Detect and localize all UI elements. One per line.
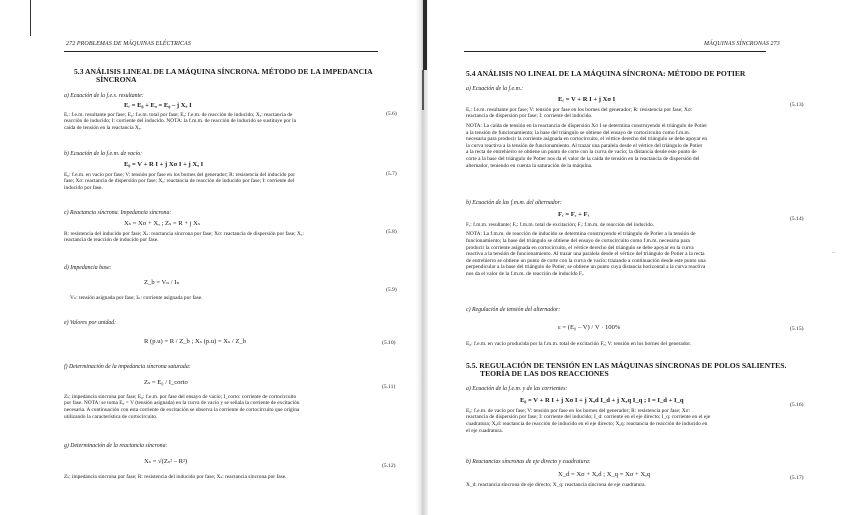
left-header-rule	[64, 51, 378, 52]
left-item-c: c) Reactancia síncrona. Impedancia síncrona: Xₛ = Xσ + Xₐ ; Zₛ = R + j Xₛ R: resistencia del inducido por fase; Xₛ: reactancia síncrona por fase; Xσ: reactancia de dispersión por fase; Xₐ: reactancia de reacción de inducido por fase.	[64, 210, 304, 244]
equation-5-12: Xₛ = √(Zₛ² – R²)	[144, 457, 188, 465]
right-item-a: a) Ecuación de la f.e.m.: Eᵣ = V + R I + j Xσ I Eᵣ: f.e.m. resultante por fase; V: tensión por fase en los bornes del generador; R: resistencia por fase; Xσ: reactancia de dispersión por fase; I: corriente del inducido. NOTA: La caída de tensión en la reactancia de dispersión Xσ I se determina construyendo el triángulo de Potier a la tensión de funcionamiento; la base del triángulo se obtiene del ensayo de cortocircuito como f.m.m. necesaria para producir la corriente asignada en cortocircuito, el vértice derecho del triángulo se debe apoyar en la curva reactiva a la tensión de funcionamiento. Al trazar una paralela desde el vértice del triángulo de Potier a la recta de entrehierro se obtiene un punto de corte con la curva de vacío; la distancia desde este punto de corte a la base del triángulo de Potier nos da el valor de la caída de tensión en la reactancia de dispersión del alternador, teniendo en cuenta la saturación de la máquina.	[466, 86, 708, 169]
equation-5-7: E₀ = V + R I + j Xσ I + j Xₐ I	[124, 160, 204, 168]
book-spine-shadow	[423, 0, 427, 70]
equation-number-5-11: (5.11)	[382, 384, 396, 390]
equation-number-5-17: (5.17)	[790, 475, 804, 481]
book-spine-shadow-lower	[422, 70, 424, 110]
margin-mark: –	[832, 250, 835, 256]
left-item-e: e) Valores por unidad: R (p.u) = R / Z_b ; Xₛ (p.u) = Xₛ / Z_b	[64, 320, 246, 345]
left-item-a: a) Ecuación de la f.e.s. resultante: Eᵣ = E₀ + Eₐ = E₀ – j Xₐ I Eᵣ: f.e.m. resultante por fase; E₀: f.e.m. total por fase; Eₐ: f.e.m. de reacción de inducido; Xₐ: reactancia de reacción de inducido; I: corriente del inducido. NOTA: la f.m.m. de reacción de inducido se sustituye por la caída de tensión en la reactancia Xₐ.	[64, 93, 297, 131]
right-item-c: c) Regulación de tensión del alternador: ε = (E₀ – V) / V · 100% E₀: f.e.m. en vacío producida por la f.m.m. total de excitación Fₑ; V: tensión en los bornes del generador.	[466, 307, 692, 347]
right-section-title-5-5: 5.5. REGULACIÓN DE TENSIÓN EN LAS MÁQUINAS SÍNCRONAS DE POLOS SALIENTES. TEORÍA DE LAS DOS REACCIONES	[466, 361, 787, 379]
right-item-b: b) Ecuación de las f.m.m. del alternador: Fᵣ = Fₑ + Fᵢ Fᵣ: f.m.m. resultante; Fₑ: f.m.m. total de excitación; Fᵢ: f.m.m. de reacción del inducido. NOTA: La f.m.m. de reacción de inducido se determina construyendo el triángulo de Potier a la tensión de funcionamiento; la base del triángulo se obtiene del ensayo de cortocircuito como f.m.m. necesaria para producir la corriente asignada en cortocircuito, el vértice derecho del triángulo se debe apoyar en la curva reactiva a la tensión de funcionamiento. Al trazar una paralela desde el vértice del triángulo de Potier a la recta de entrehierro se obtiene un punto de corte con la curva de vacío; trazando a continuación desde este punto una perpendicular a la base del triángulo de Potier, se obtiene un punto cuya distancia horizontal a la curva reactiva nos da el valor de la f.m.m. de reacción de inducido Fᵢ.	[466, 200, 706, 277]
right-item-5-5-b: b) Reactancias síncronas de eje directo y cuadratura: X_d = Xσ + Xₐd ; X_q = Xσ + Xₐq X_d: reactancia síncrona de eje directo; X_q: reactancia síncrona de eje cuadratura.	[466, 459, 651, 488]
equation-number-5-16: (5.16)	[790, 402, 804, 408]
equation-number-5-14: (5.14)	[790, 216, 804, 222]
right-item-5-5-a: a) Ecuación de la f.e.m. y de las corrientes: E₀ = V + R I + j Xσ I + j Xₐd I_d + j Xₐq I_q ; I = I_d + I_q E₀: f.e.m. de vacío por fase; V: tensión por fase en los bornes del generador; R: resistencia por fase; Xσ: reactancia de dispersión por fase; I: corriente del inducido; I_d: corriente en el eje directo; I_q: corriente en el eje cuadratura; Xₐd: reactancia de reacción de inducido en el eje directo; Xₐq: reactancia de reacción de inducido en el eje cuadratura.	[466, 386, 711, 434]
left-item-f: f) Determinación de la impedancia síncrona saturada: Zₛ = E₀ / I_corto Zₛ: impedancia síncrona por fase; E₀: f.e.m. por fase del ensayo de vacío; I_corto: corriente de cortocircuito por fase. NOTA: se toma E₀ = V (tensión asignada) en la curva de vacío y se señala la corriente de excitación necesaria. A continuación con esta corriente de excitación se observa la corriente de cortocircuito que origina utilizando la característica de cortocircuito.	[64, 364, 300, 420]
equation-5-9: Z_b = Vₙ / Iₙ	[144, 278, 180, 286]
left-section-title: 5.3 ANÁLISIS LINEAL DE LA MÁQUINA SÍNCRONA. MÉTODO DE LA IMPEDANCIA SÍNCRONA	[74, 67, 373, 85]
right-header-rule	[464, 51, 766, 52]
equation-number-5-9: (5.9)	[386, 287, 397, 293]
equation-5-16: E₀ = V + R I + j Xσ I + j Xₐd I_d + j Xₐq I_q ; I = I_d + I_q	[520, 396, 684, 404]
equation-5-10: R (p.u) = R / Z_b ; Xₛ (p.u) = Xₛ / Z_b	[144, 337, 246, 345]
equation-5-13: Eᵣ = V + R I + j Xσ I	[558, 95, 616, 103]
left-item-b: b) Ecuación de la f.e.m. de vacío: E₀ = V + R I + j Xσ I + j Xₐ I E₀: f.e.m. en vacío por fase; V: tensión por fase en los bornes del generador; R: resistencia del inducido por fase; Xσ: reactancia de dispersión por fase; Xₐ: reactancia de reacción de inducido por fase; I: corriente del inducido por fase.	[64, 151, 296, 191]
left-item-d: d) Impedancia base: Z_b = Vₙ / Iₙ Vₙ: tensión asignada por fase; Iₙ: corriente asignada por fase.	[64, 265, 203, 301]
equation-5-17: X_d = Xσ + Xₐd ; X_q = Xσ + Xₐq	[558, 470, 651, 478]
right-section-title-5-4: 5.4 ANÁLISIS NO LINEAL DE LA MÁQUINA SÍNCRONA: MÉTODO DE POTIER	[466, 69, 746, 78]
equation-number-5-8: (5.8)	[386, 229, 397, 235]
left-page	[0, 0, 416, 515]
equation-5-6: Eᵣ = E₀ + Eₐ = E₀ – j Xₐ I	[124, 101, 192, 109]
left-running-header: 272 PROBLEMAS DE MÁQUINAS ELÉCTRICAS	[66, 41, 191, 47]
equation-number-5-7: (5.7)	[386, 171, 397, 177]
equation-number-5-13: (5.13)	[790, 102, 804, 108]
left-item-g: g) Determinación de la reactancia síncrona: Xₛ = √(Zₛ² – R²) Zₛ: impedancia síncrona por fase; R: resistencia del inducido por fase; Xₛ: reactancia síncrona por fase.	[64, 443, 287, 480]
equation-number-5-10: (5.10)	[382, 340, 396, 346]
equation-number-5-12: (5.12)	[382, 463, 396, 469]
equation-5-14: Fᵣ = Fₑ + Fᵢ	[558, 210, 589, 218]
equation-number-5-15: (5.15)	[790, 326, 804, 332]
equation-5-15: ε = (E₀ – V) / V · 100%	[558, 323, 621, 331]
equation-number-5-6: (5.6)	[386, 111, 397, 117]
right-running-header: MÁQUINAS SÍNCRONAS 273	[704, 41, 780, 47]
equation-5-11: Zₛ = E₀ / I_corto	[144, 378, 188, 386]
equation-5-8: Xₛ = Xσ + Xₐ ; Zₛ = R + j Xₛ	[124, 219, 201, 227]
right-page	[428, 0, 848, 515]
